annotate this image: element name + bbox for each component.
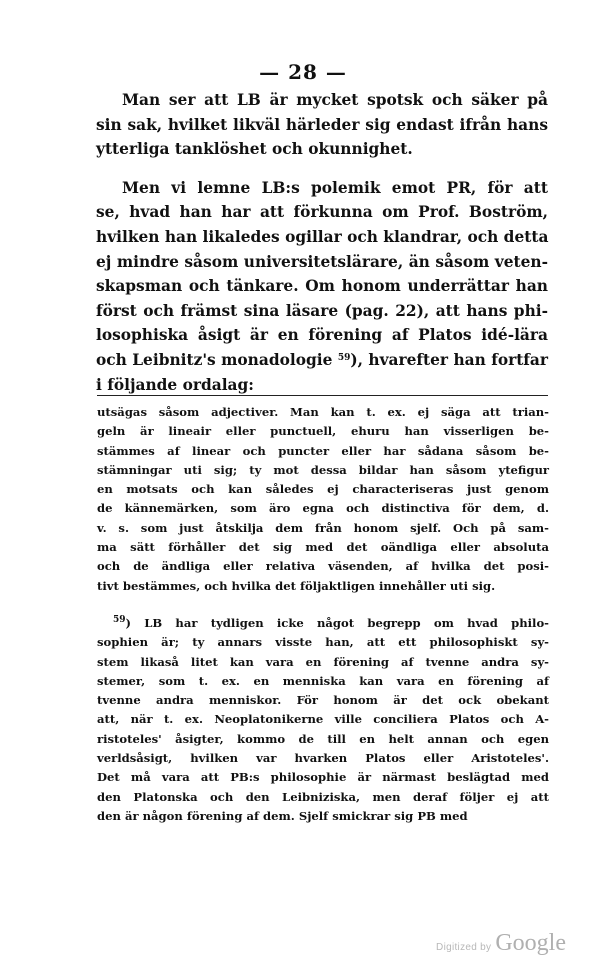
footnote-line: att, när t. ex. Neoplatonikerne ville conciliera Platos och A- [97, 712, 549, 727]
text-line: ytterliga tanklöshet och okunnighet. [96, 140, 413, 159]
text-line: sin sak, hvilket likväl härleder sig endast ifrån hans [96, 115, 548, 134]
footnote-divider [97, 395, 548, 396]
footnote-line: den är någon förening af dem. Sjelf smickrar sig PB med [97, 808, 468, 823]
text-line-with-footnote-ref [96, 348, 548, 373]
footnote-line: tvenne andra menniskor. För honom är det ock obekant [97, 693, 549, 708]
page-number: — 28 — [259, 60, 347, 84]
footnote-line: Det må vara att PB:s philosophie är närmast beslägtad med [97, 770, 549, 785]
text-line: Man ser att LB är mycket spotsk och säker på [122, 91, 548, 109]
footnote-line: de kännemärken, som äro egna och distinctiva för dem, d. [97, 501, 549, 516]
footnote-line: en motsats och kan således ej characteriseras just genom [97, 482, 549, 497]
footnote-59 [97, 614, 549, 826]
footnote-line: den Platonska och den Leibniziska, men deraf följer ej att [97, 789, 549, 804]
text-fragment: ) LB har tydligen icke något begrepp om hvad philo- [125, 616, 549, 630]
footnote-continuation [97, 403, 549, 596]
footnote-line: ma sätt förhåller det sig med det oändliga eller absoluta [97, 540, 549, 555]
footnote-line: stämmes af linear och puncter eller har sådana såsom be- [97, 443, 549, 458]
watermark-small-text: Digitized by [436, 942, 492, 953]
footnote-line: stem likaså litet kan vara en förening af tvenne andra sy- [97, 654, 549, 669]
text-line: först och främst sina läsare (pag. 22), att hans phi- [96, 301, 548, 320]
text-line: se, hvad han har att förkunna om Prof. Boström, [96, 203, 548, 222]
footnote-line: geln är lineair eller punctuell, ehuru han visserligen be- [97, 424, 549, 439]
footnote-line: och de ändliga eller relativa väsenden, af hvilka det posi- [97, 559, 549, 574]
digitized-by-google-watermark [436, 930, 566, 957]
text-line: hvilken han likaledes ogillar och klandrar, och detta [96, 227, 549, 246]
footnote-line: stämningar uti sig; ty mot dessa bildar han såsom ytefigur [97, 462, 549, 477]
text-line: ej mindre såsom universitetslärare, än såsom veten- [96, 252, 548, 271]
footnote-number: 59 [113, 615, 126, 625]
google-logo-text: Google [495, 930, 566, 956]
footnote-line: utsägas såsom adjectiver. Man kan t. ex. ej säga att trian- [97, 405, 549, 419]
text-fragment: ), hvarefter han fortfar [350, 350, 549, 369]
main-text [96, 88, 548, 397]
footnote-line: sophien är; ty annars visste han, att ett philosophiskt sy- [97, 635, 549, 650]
text-line: losophiska åsigt är en förening af Platos idé-lära [96, 326, 548, 345]
footnote-first-line [97, 614, 549, 633]
footnote-line: v. s. som just åtskilja dem från honom sjelf. Och på sam- [97, 520, 549, 535]
text-line: i följande ordalag: [96, 375, 254, 394]
text-line: Men vi lemne LB:s polemik emot PR, för att [122, 178, 548, 197]
footnote-line: ristoteles' åsigter, kommo de till en helt annan och egen [97, 731, 549, 746]
text-fragment: och Leibnitz's monadologie [96, 350, 333, 369]
paragraph-gap [96, 162, 548, 176]
footnote-line: verldsåsigt, hvilken var hvarken Platos eller Aristoteles'. [97, 751, 549, 766]
footnote-reference[interactable]: 59 [337, 352, 351, 363]
footnote-line: tivt bestämmes, och hvilka det följaktligen innehåller uti sig. [97, 578, 496, 593]
footnote-line: stemer, som t. ex. en menniska kan vara en förening af [97, 673, 549, 688]
text-line: skapsman och tänkare. Om honom underrättar han [96, 277, 548, 296]
